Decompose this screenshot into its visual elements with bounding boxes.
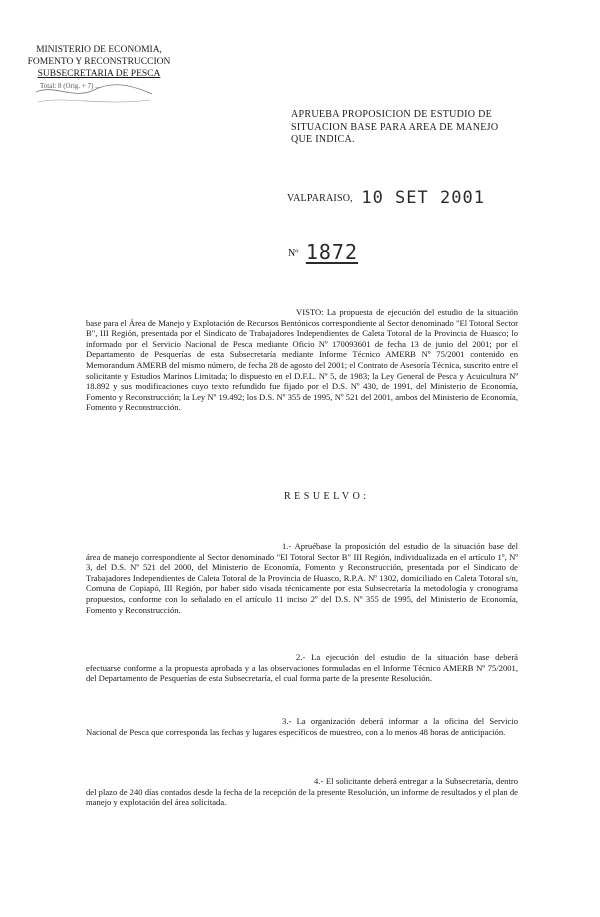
subject-heading (291, 109, 541, 147)
subject-line-3: QUE INDICA. (291, 134, 355, 145)
subject-line-2: SITUACION BASE PARA AREA DE MANEJO (291, 121, 499, 133)
stamp-text: Total: 8 (Orig. + 7) ... (40, 82, 101, 90)
item-paragraph: 3.- La organización deberá informar a la oficina del Servicio Nacional de Pesca que corresponda las fechas y lugares específicos de muestreo, con a lo menos 48 horas de anticipación. (86, 716, 518, 737)
visto-paragraph: VISTO: La propuesta de ejecución del estudio de la situación base para el Área de Manejo y Explotación de Recursos Bentónicos correspondiente al Sector denominado "El Totoral Sector B", III Región, presentada por el Sindicato de Trabajadores Independientes de Caleta Totoral de la Provincia de Huasco; lo informado por el Servicio Nacional de Pesca mediante Oficio Nº 170093601 de fecha 13 de junio del 2001; por el Departamento de Pesquerías de esta Subsecretaría mediante Informe Técnico AMERB Nº 75/2001 contenido en Memorandum AMERB del mismo número, de fecha 28 de agosto del 2001; el Contrato de Asesoría Técnica, suscrito entre el solicitante y Estudios Marinos Limitada; lo dispuesto en el D.F.L. Nº 5, de 1983; la Ley General de Pesca y Acuicultura Nº 18.892 y sus modificaciones cuyo texto refundido fue fijado por el D.S. Nº 430, de 1991, del Ministerio de Economía, Fomento y Reconstrucción; la Ley Nº 19.492; los D.S. Nº 355 de 1995, Nº 521 del 2001, ambos del Ministerio de Economía, Fomento y Reconstrucción. (86, 307, 518, 413)
number-value: 1872 (305, 240, 358, 264)
visto-section (86, 307, 518, 413)
resolution-number (288, 240, 358, 264)
place-date (287, 186, 485, 206)
item-paragraph: 1.- Apruébase la proposición del estudio de la situación base del área de manejo correspondiente al Sector denominado "El Totoral Sector B" III Región, individualizada en el artículo 1º, Nº 3, del D.S. Nº 521 del 2000, del Ministerio de Economía, Fomento y Reconstrucción, presentada por el Sindicato de Trabajadores Independientes de Caleta Totoral de la Provincia de Huasco, R.P.A. Nº 1302, domiciliado en Caleta Totoral s/n, Comuna de Copiapó, III Región, por haber sido visada técnicamente por esta Subsecretaría la metodología y cronograma propuestos, conforme con lo señalado en el artículo 11 inciso 2º del D.S. Nº 355 de 1995, del Ministerio de Economía, Fomento y Reconstrucción. (86, 541, 518, 615)
subsecretariat-name: SUBSECRETARIA DE PESCA (37, 69, 161, 79)
resolution-item-4 (86, 776, 518, 808)
resuelvo-heading: RESUELVO: (284, 491, 370, 502)
received-stamp (34, 78, 154, 108)
resolution-item-1 (86, 541, 518, 615)
city: VALPARAISO, (287, 193, 353, 204)
subject-line-1: APRUEBA PROPOSICION DE ESTUDIO DE (291, 109, 493, 120)
resolution-item-2 (86, 652, 518, 684)
letterhead (24, 44, 174, 80)
item-paragraph: 2.- La ejecución del estudio de la situación base deberá efectuarse conforme a la propuesta aprobada y a las observaciones formuladas en el Informe Técnico AMERB Nº 75/2001, del Departamento de Pesquerías de esta Subsecretaría, el cual forma parte de la presente Resolución. (86, 652, 518, 684)
stamped-date: 10 SET 2001 (361, 188, 485, 208)
resolution-item-3 (86, 716, 518, 737)
ministry-name-cont: FOMENTO Y RECONSTRUCCION (27, 57, 171, 67)
number-prefix: Nº (288, 248, 299, 259)
item-paragraph: 4.- El solicitante deberá entregar a la Subsecretaría, dentro del plazo de 240 días contados desde la fecha de la recepción de la presente Resolución, un informe de resultados y el plan de manejo y explotación del área solicitada. (86, 776, 518, 808)
ministry-name: MINISTERIO DE ECONOMIA, (36, 45, 162, 55)
